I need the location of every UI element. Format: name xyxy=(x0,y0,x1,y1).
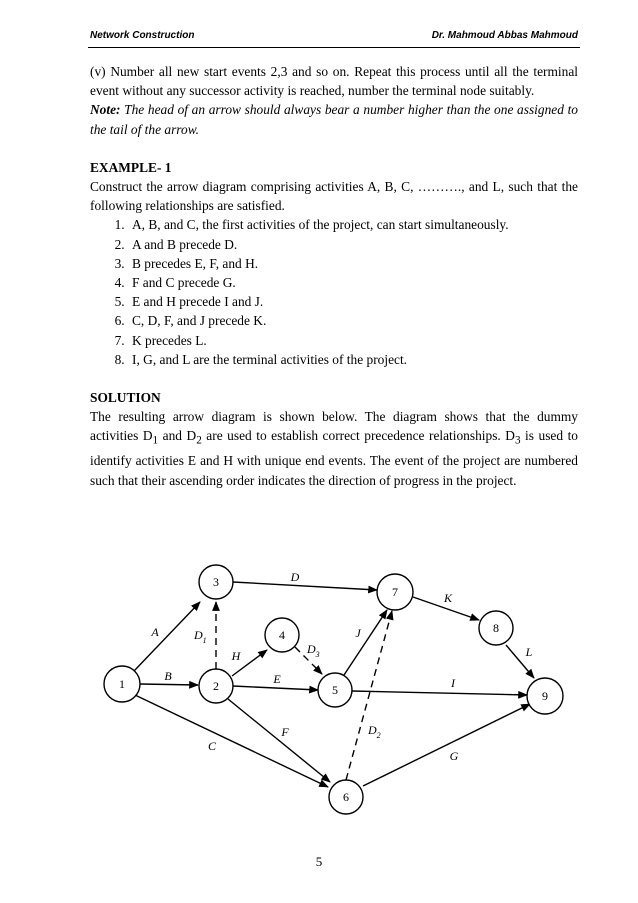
node-label-3: 3 xyxy=(213,575,219,589)
page-header xyxy=(90,30,578,41)
activity-label-K: K xyxy=(443,591,453,605)
activity-label-G: G xyxy=(449,749,459,763)
arrow-diagram xyxy=(90,556,578,816)
node-label-9: 9 xyxy=(542,689,548,703)
subscript-2: 2 xyxy=(196,435,202,448)
note-text: The head of an arrow should always bear a number higher than the one assigned to the tail of the arrow. xyxy=(90,102,578,137)
solution-text-1: The resulting arrow diagram is shown below. The diagram shows that the dummy activities D xyxy=(90,409,578,444)
list-item: 4. F and C precede G. xyxy=(128,273,578,292)
header-rule xyxy=(88,47,580,48)
relationship-list xyxy=(90,215,578,369)
paragraph-step-v: (v) Number all new start events 2,3 and so on. Repeat this process until all the terminal event without any successor activity is reached, number the terminal node suitably. xyxy=(90,64,578,99)
node-label-6: 6 xyxy=(343,790,349,804)
activity-label-L: L xyxy=(525,645,533,659)
solution-heading: SOLUTION xyxy=(90,390,161,406)
arrow-C xyxy=(135,695,328,787)
arrow-G xyxy=(363,704,530,786)
activity-label-A: A xyxy=(151,625,159,639)
note-label: Note: xyxy=(90,102,121,118)
solution-text-2: and D xyxy=(158,428,197,444)
dummy-label-D2: $D_2$ xyxy=(368,723,381,740)
arrow-E xyxy=(233,686,318,690)
arrow-A xyxy=(134,602,200,671)
note-paragraph xyxy=(90,100,578,138)
node-label-8: 8 xyxy=(493,621,499,635)
activity-label-I: I xyxy=(451,676,455,690)
list-item: 8. I, G, and L are the terminal activities of the project. xyxy=(128,350,578,369)
solution-paragraph xyxy=(90,407,578,489)
arrow-D xyxy=(233,582,377,590)
page-number: 5 xyxy=(315,854,323,869)
subscript-3: 3 xyxy=(514,435,521,448)
node-label-7: 7 xyxy=(392,585,398,599)
activity-label-B: B xyxy=(164,669,172,683)
node-label-5: 5 xyxy=(332,683,338,697)
list-item: 5. E and H precede I and J. xyxy=(128,292,578,311)
activity-label-E: E xyxy=(273,672,281,686)
arrow-B xyxy=(140,684,198,685)
subscript-1: 1 xyxy=(152,435,159,448)
arrow-I xyxy=(352,691,527,695)
arrow-J xyxy=(344,610,387,675)
node-label-1: 1 xyxy=(119,677,125,691)
dummy-label-D1: $D_1$ xyxy=(194,628,207,645)
activity-label-C: C xyxy=(207,739,217,753)
activity-label-J: J xyxy=(355,626,361,640)
list-item: 1. A, B, and C, the first activities of the project, can start simultaneously. xyxy=(128,215,578,234)
header-title: Network Construction xyxy=(90,30,195,41)
solution-text-4: is used to identify activities E and H with unique end events. The event of the project are numbered such that their ascending order indicates the direction of progress in the project. xyxy=(90,428,578,488)
node-label-2: 2 xyxy=(213,679,219,693)
arrow-F xyxy=(228,699,330,782)
page-content xyxy=(90,62,578,490)
activity-label-D: D xyxy=(290,570,300,584)
list-item: 7. K precedes L. xyxy=(128,331,578,350)
dummy-label-D3: $D_3$ xyxy=(307,642,320,659)
list-item: 6. C, D, F, and J precede K. xyxy=(128,311,578,330)
header-author: Dr. Mahmoud Abbas Mahmoud xyxy=(431,30,578,41)
example-intro: Construct the arrow diagram comprising activities A, B, C, ………., and L, such that the following relationships are satisfied. xyxy=(90,179,578,214)
list-item: 2. A and B precede D. xyxy=(128,235,578,254)
list-item: 3. B precedes E, F, and H. xyxy=(128,254,578,273)
example-heading: EXAMPLE- 1 xyxy=(90,159,172,175)
activity-label-H: H xyxy=(231,649,241,663)
solution-text-3: are used to establish correct precedence relationships. D xyxy=(201,428,515,444)
activity-label-F: F xyxy=(281,725,289,739)
node-label-4: 4 xyxy=(279,628,285,642)
